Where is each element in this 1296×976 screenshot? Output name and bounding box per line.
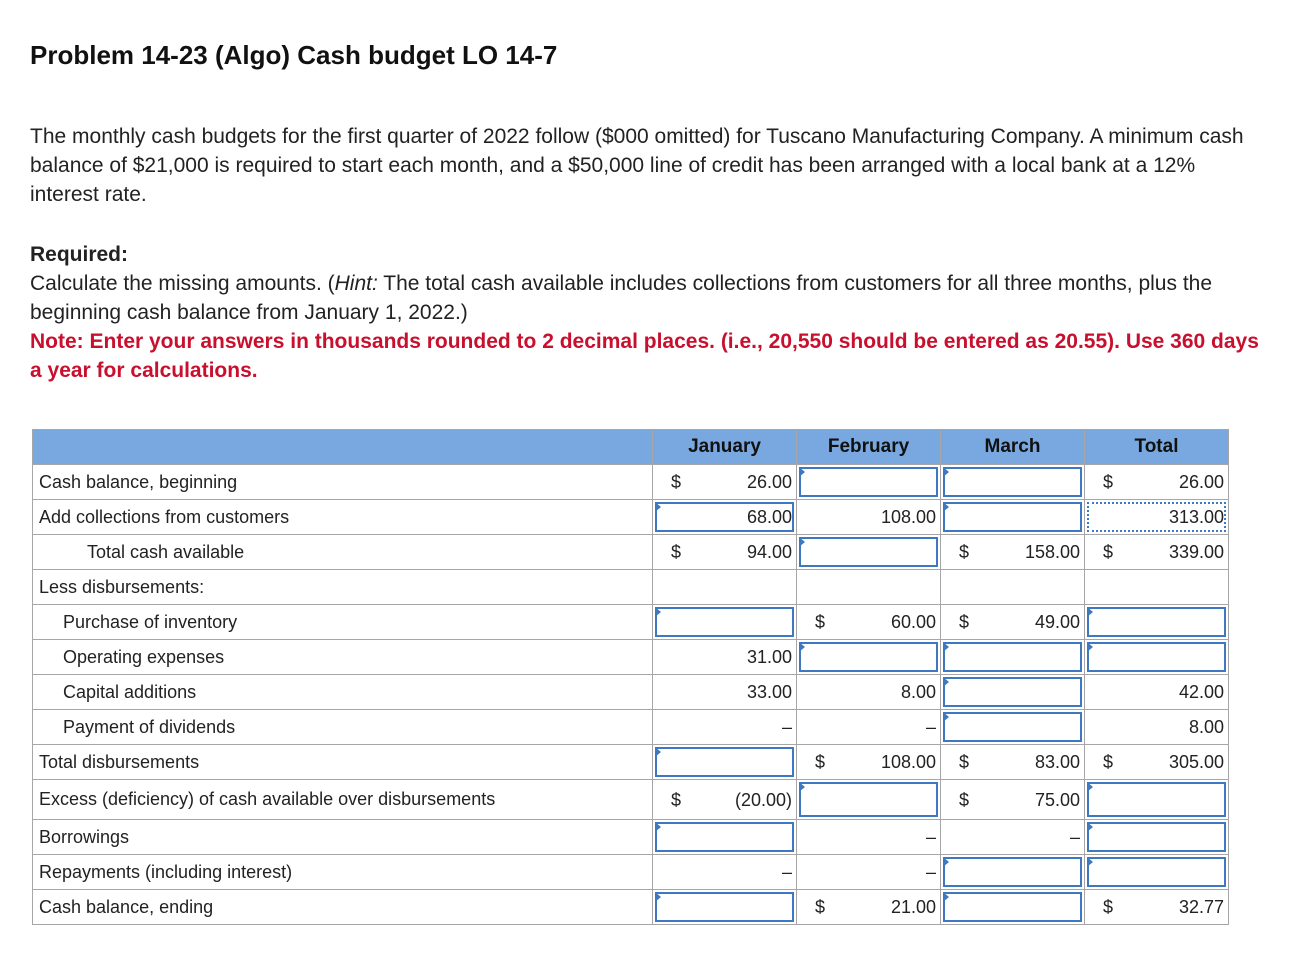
march-cell-input[interactable] (941, 500, 1085, 535)
cell-value: 108.00 (880, 507, 936, 527)
row-label: Total disbursements (33, 745, 653, 780)
cell-value: (20.00) (734, 790, 792, 810)
dollar-sign: $ (959, 790, 970, 810)
total-cell (1085, 675, 1229, 710)
table-row (33, 890, 1229, 925)
cell-value: 68.00 (746, 507, 792, 527)
february-cell (797, 500, 941, 535)
cell-value: 313.00 (1168, 507, 1224, 527)
cell-value: 26.00 (1178, 472, 1224, 492)
table-row (33, 675, 1229, 710)
march-cell-input[interactable] (941, 710, 1085, 745)
february-cell (797, 745, 941, 780)
dash-value: – (925, 862, 936, 882)
january-cell (653, 710, 797, 745)
january-cell (653, 640, 797, 675)
total-cell-input[interactable] (1085, 780, 1229, 820)
february-cell (797, 820, 941, 855)
dollar-sign: $ (815, 752, 826, 772)
required-text-after: The total cash available includes collections from customers for all three months, plus the beginning cash balance from January 1, 2022.) (30, 272, 1213, 324)
row-label: Capital additions (33, 675, 653, 710)
january-cell (653, 855, 797, 890)
table-header-row (33, 430, 1229, 465)
cell-value: 339.00 (1168, 542, 1224, 562)
table-row (33, 710, 1229, 745)
february-cell (797, 890, 941, 925)
dollar-sign: $ (671, 790, 682, 810)
cell-value: 31.00 (746, 647, 792, 667)
dollar-sign: $ (959, 542, 970, 562)
header-blank (33, 430, 653, 465)
row-label: Excess (deficiency) of cash available over disbursements (33, 780, 653, 820)
february-cell-input[interactable] (797, 535, 941, 570)
dollar-sign: $ (671, 542, 682, 562)
total-cell-input[interactable] (1085, 640, 1229, 675)
problem-intro: The monthly cash budgets for the first quarter of 2022 follow ($000 omitted) for Tuscano Manufacturing Company. A minimum cash balance of $21,000 is required to start each month, and a $50,000 line of credit has been arranged with a local bank at a 12% interest rate. (30, 125, 1244, 206)
cell-value: 75.00 (1034, 790, 1080, 810)
total-cell (1085, 570, 1229, 605)
march-cell-input[interactable] (941, 855, 1085, 890)
cell-value: 42.00 (1178, 682, 1224, 702)
dollar-sign: $ (959, 752, 970, 772)
dash-value: – (781, 717, 792, 737)
dash-value: – (925, 827, 936, 847)
total-cell-input[interactable] (1085, 855, 1229, 890)
required-section (30, 240, 1260, 385)
table-row (33, 605, 1229, 640)
dash-value: – (781, 862, 792, 882)
february-cell (797, 605, 941, 640)
cell-value: 305.00 (1168, 752, 1224, 772)
total-cell (1085, 465, 1229, 500)
january-cell-input[interactable] (653, 820, 797, 855)
cash-budget-table (32, 429, 1229, 925)
row-label: Cash balance, beginning (33, 465, 653, 500)
march-cell-input[interactable] (941, 675, 1085, 710)
table-row (33, 465, 1229, 500)
cell-value: 21.00 (890, 897, 936, 917)
dollar-sign: $ (1103, 542, 1114, 562)
required-text (30, 269, 1260, 327)
cell-value: 49.00 (1034, 612, 1080, 632)
dash-value: – (1069, 827, 1080, 847)
header-january: January (653, 430, 797, 465)
february-cell (797, 570, 941, 605)
february-cell (797, 710, 941, 745)
table-row (33, 820, 1229, 855)
dollar-sign: $ (1103, 752, 1114, 772)
row-label: Repayments (including interest) (33, 855, 653, 890)
january-cell (653, 465, 797, 500)
total-cell-input[interactable] (1085, 820, 1229, 855)
january-cell (653, 675, 797, 710)
required-text-before: Calculate the missing amounts. ( (30, 272, 335, 295)
problem-title: Problem 14-23 (Algo) Cash budget LO 14-7 (30, 40, 558, 70)
total-cell (1085, 500, 1229, 535)
dash-value: – (925, 717, 936, 737)
february-cell-input[interactable] (797, 465, 941, 500)
march-cell-input[interactable] (941, 640, 1085, 675)
dollar-sign: $ (959, 612, 970, 632)
march-cell-input[interactable] (941, 890, 1085, 925)
cell-value: 60.00 (890, 612, 936, 632)
march-cell (941, 745, 1085, 780)
january-cell (653, 570, 797, 605)
row-label: Borrowings (33, 820, 653, 855)
february-cell (797, 675, 941, 710)
row-label: Purchase of inventory (33, 605, 653, 640)
cell-value: 83.00 (1034, 752, 1080, 772)
total-cell (1085, 745, 1229, 780)
march-cell (941, 780, 1085, 820)
dollar-sign: $ (671, 472, 682, 492)
dollar-sign: $ (1103, 472, 1114, 492)
january-cell-input[interactable] (653, 500, 797, 535)
row-label: Less disbursements: (33, 570, 653, 605)
cell-value: 8.00 (1188, 717, 1224, 737)
total-cell (1085, 890, 1229, 925)
table-row (33, 570, 1229, 605)
january-cell (653, 780, 797, 820)
march-cell (941, 570, 1085, 605)
cell-value: 94.00 (746, 542, 792, 562)
dollar-sign: $ (815, 897, 826, 917)
january-cell (653, 535, 797, 570)
january-cell-input[interactable] (653, 745, 797, 780)
row-label: Add collections from customers (33, 500, 653, 535)
dollar-sign: $ (1103, 897, 1114, 917)
march-cell (941, 605, 1085, 640)
january-cell-input[interactable] (653, 605, 797, 640)
january-cell-input[interactable] (653, 890, 797, 925)
cell-value: 33.00 (746, 682, 792, 702)
february-cell (797, 855, 941, 890)
header-march: March (941, 430, 1085, 465)
february-cell-input[interactable] (797, 640, 941, 675)
row-label: Operating expenses (33, 640, 653, 675)
required-note: Note: Enter your answers in thousands rounded to 2 decimal places. (i.e., 20,550 should be entered as 20.55). Use 360 days a year for calculations. (30, 330, 1259, 382)
header-february: February (797, 430, 941, 465)
cell-value: 158.00 (1024, 542, 1080, 562)
total-cell (1085, 710, 1229, 745)
march-cell (941, 820, 1085, 855)
dollar-sign: $ (815, 612, 826, 632)
table-row (33, 745, 1229, 780)
cell-value: 32.77 (1178, 897, 1224, 917)
cell-value: 8.00 (900, 682, 936, 702)
february-cell-input[interactable] (797, 780, 941, 820)
table-row (33, 640, 1229, 675)
cell-value: 108.00 (880, 752, 936, 772)
total-cell (1085, 535, 1229, 570)
required-heading: Required: (30, 243, 129, 266)
row-label: Payment of dividends (33, 710, 653, 745)
table-row (33, 780, 1229, 820)
total-cell-input[interactable] (1085, 605, 1229, 640)
table-row (33, 535, 1229, 570)
table-row (33, 855, 1229, 890)
header-total: Total (1085, 430, 1229, 465)
cell-value: 26.00 (746, 472, 792, 492)
march-cell (941, 535, 1085, 570)
row-label: Cash balance, ending (33, 890, 653, 925)
march-cell-input[interactable] (941, 465, 1085, 500)
row-label: Total cash available (33, 535, 653, 570)
table-row (33, 500, 1229, 535)
hint-label: Hint: (334, 272, 378, 295)
